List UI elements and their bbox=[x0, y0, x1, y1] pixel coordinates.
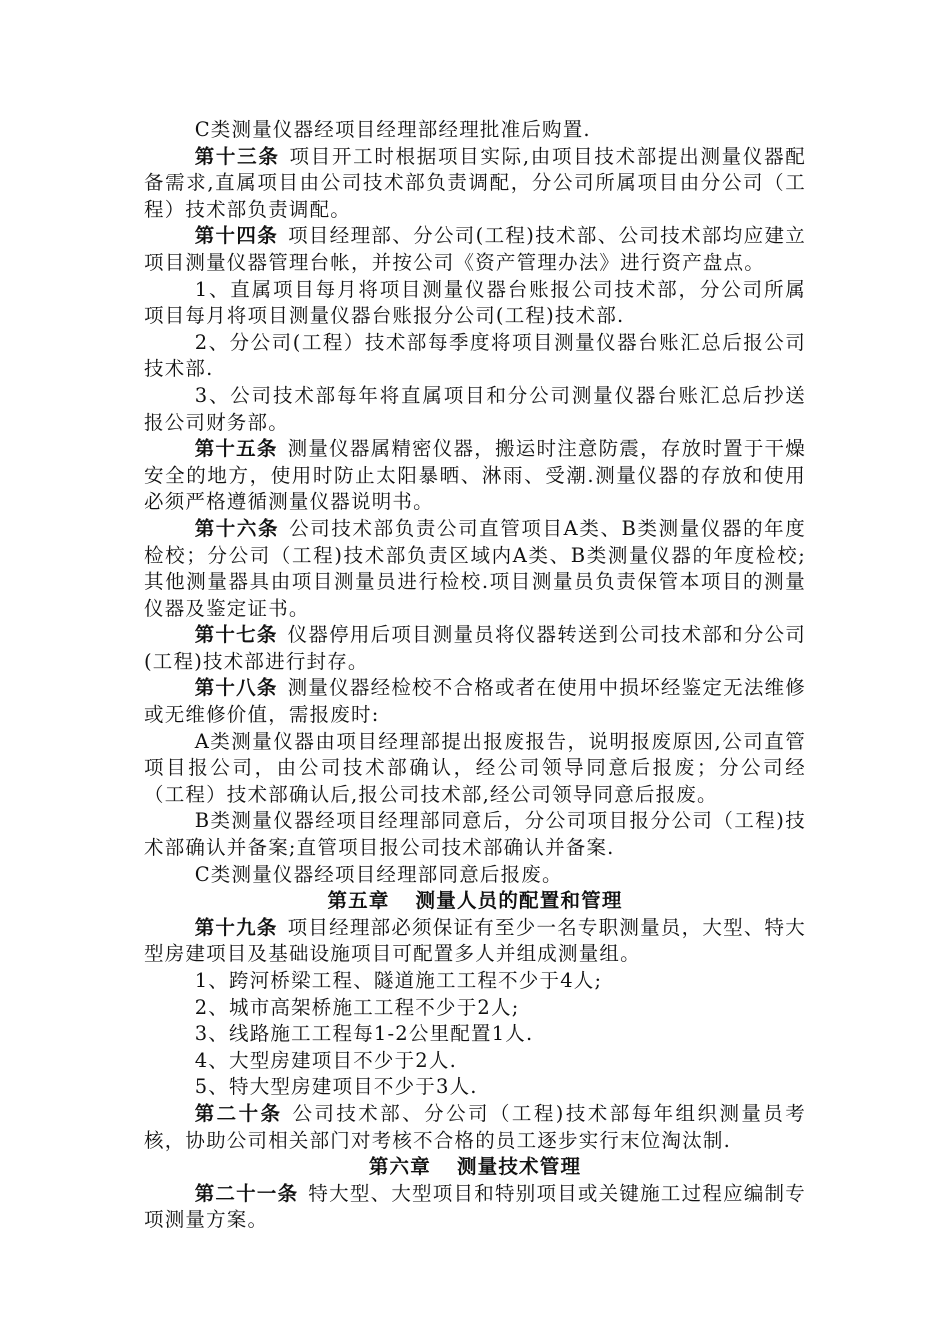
paragraph: A类测量仪器由项目经理部提出报废报告，说明报废原因,公司直管项目报公司，由公司技术部确认，经公司领导同意后报废；分公司经（工程）技术部确认后,报公司技术部,经公司领导同意后报废。 bbox=[144, 729, 806, 806]
article-20 bbox=[144, 1101, 806, 1154]
article-text: 测量仪器属精密仪器，搬运时注意防震，存放时置于干燥安全的地方，使用时防止太阳暴晒、淋雨、受潮.测量仪器的存放和使用必须严格遵循测量仪器说明书。 bbox=[144, 437, 806, 514]
article-17 bbox=[144, 622, 806, 675]
article-15 bbox=[144, 436, 806, 516]
paragraph: C类测量仪器经项目经理部经理批准后购置. bbox=[194, 118, 591, 141]
article-13 bbox=[144, 144, 806, 224]
list-item: 5、特大型房建项目不少于3人. bbox=[194, 1075, 478, 1099]
article-text: 测量仪器经检校不合格或者在使用中损坏经鉴定无法维修或无维修价值，需报废时: bbox=[144, 676, 806, 727]
chapter-title: 测量人员的配置和管理 bbox=[415, 889, 623, 913]
paragraph: C类测量仪器经项目经理部同意后报废。 bbox=[194, 862, 563, 886]
article-number: 第十四条 bbox=[194, 224, 279, 248]
article-text: 项目经理部必须保证有至少一名专职测量员，大型、特大型房建项目及基础设施项目可配置多人并组成测量组。 bbox=[144, 915, 806, 966]
article-text: 公司技术部负责公司直管项目A类、B类测量仪器的年度检校；分公司（工程)技术部负责区域内A类、B类测量仪器的年度检校;其他测量器具由项目测量员进行检校.项目测量员负责保管本项目的测量仪器及鉴定证书。 bbox=[144, 516, 806, 620]
list-item: 3、公司技术部每年将直属项目和分公司测量仪器台账汇总后抄送报公司财务部。 bbox=[144, 383, 806, 434]
article-text: 公司技术部、分公司（工程)技术部每年组织测量员考核，协助公司相关部门对考核不合格的员工逐步实行末位淘汰制. bbox=[144, 1101, 806, 1152]
chapter-number: 第五章 bbox=[327, 889, 390, 913]
chapter-title: 测量技术管理 bbox=[456, 1155, 582, 1179]
article-19 bbox=[144, 915, 806, 968]
article-text: 项目开工时根据项目实际,由项目技术部提出测量仪器配备需求,直属项目由公司技术部负责调配，分公司所属项目由分公司（工程）技术部负责调配。 bbox=[144, 144, 806, 221]
list-item: 2、分公司(工程）技术部每季度将项目测量仪器台账汇总后报公司技术部. bbox=[144, 330, 806, 381]
list-item: 3、线路施工工程每1-2公里配置1人. bbox=[194, 1022, 534, 1046]
article-number: 第二十条 bbox=[194, 1101, 283, 1125]
article-18 bbox=[144, 675, 806, 728]
chapter-heading-6 bbox=[144, 1154, 806, 1181]
list-item: 2、城市高架桥施工工程不少于2人; bbox=[194, 995, 520, 1019]
article-14 bbox=[144, 223, 806, 276]
article-16 bbox=[144, 516, 806, 622]
article-number: 第十六条 bbox=[194, 516, 280, 540]
chapter-heading-5 bbox=[144, 888, 806, 915]
article-text: 项目经理部、分公司(工程)技术部、公司技术部均应建立项目测量仪器管理台帐，并按公司《资产管理办法》进行资产盘点。 bbox=[144, 224, 806, 274]
article-21 bbox=[144, 1181, 806, 1234]
article-text: 特大型、大型项目和特别项目或关键施工过程应编制专项测量方案。 bbox=[144, 1181, 806, 1232]
article-number: 第十八条 bbox=[194, 676, 278, 700]
paragraph: B类测量仪器经项目经理部同意后，分公司项目报分公司（工程)技术部确认并备案;直管项目报公司技术部确认并备案. bbox=[144, 809, 806, 860]
list-item: 4、大型房建项目不少于2人. bbox=[194, 1048, 457, 1072]
article-number: 第十七条 bbox=[194, 623, 278, 647]
article-number: 第十九条 bbox=[194, 915, 278, 939]
article-number: 第十三条 bbox=[194, 144, 280, 168]
article-number: 第十五条 bbox=[194, 437, 278, 461]
document-body bbox=[144, 117, 806, 1234]
article-text: 仪器停用后项目测量员将仪器转送到公司技术部和分公司(工程)技术部进行封存。 bbox=[144, 623, 806, 673]
article-number: 第二十一条 bbox=[194, 1181, 299, 1205]
list-item: 1、跨河桥梁工程、隧道施工工程不少于4人; bbox=[194, 969, 603, 992]
list-item: 1、直属项目每月将项目测量仪器台账报公司技术部，分公司所属项目每月将项目测量仪器台账报分公司(工程)技术部. bbox=[144, 277, 806, 328]
chapter-number: 第六章 bbox=[368, 1155, 431, 1179]
